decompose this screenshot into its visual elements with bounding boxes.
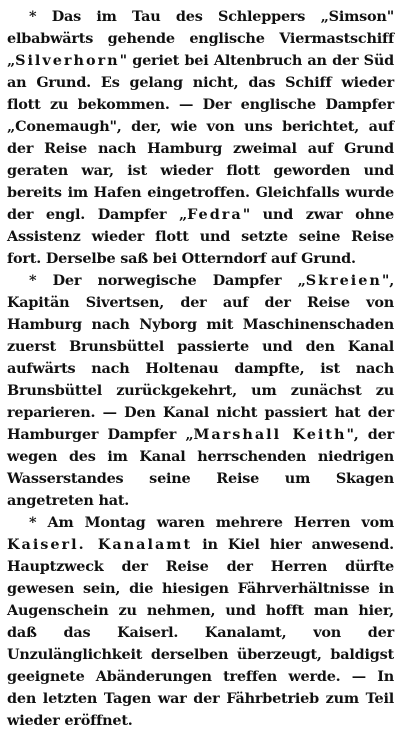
text-segment: * Der norwegische Dampfer „ [29, 272, 306, 289]
spaced-name: Marshall Keith [193, 426, 347, 443]
text-segment: " geriet bei Altenbruch an der Süd an Grund. Es gelang nicht, das Schiff wieder flott zu bekommen. — Der englische Dampfer „Conemaugh", der, wie von uns berichtet, auf der Reise nach Hamburg zweimal auf Grund geraten war, ist wieder flott geworden und bereits im Hafen eingetroffen. Gleichfalls wurde der engl. Dampfer „ [7, 52, 394, 223]
text-segment: in Kiel hier anwesend. Hauptzweck der Reise der Herren dürfte gewesen sein, die hiesigen Fährverhältnisse in Augenschein zu nehmen, und hofft man hier, daß das Kaiserl. Kanalamt, von der Unzulänglichkeit derselben überzeugt, baldigst geeignete Abänderungen treffen werde. — In den letzten Tagen war der Fährbetrieb zum Teil wieder eröffnet. [7, 536, 394, 729]
article-body [7, 6, 394, 732]
news-paragraph [7, 270, 394, 512]
text-segment: ", Kapitän Sivertsen, der auf der Reise von Hamburg nach Nyborg mit Maschinenschaden zuerst Brunsbüttel passierte und den Kanal aufwärts nach Holtenau dampfte, ist nach Brunsbüttel zurückgekehrt, um zunächst zu reparieren. — Den Kanal nicht passiert hat der Hamburger Dampfer „ [7, 272, 394, 443]
news-paragraph [7, 512, 394, 732]
text-segment: * Am Montag waren mehrere Herren vom [29, 514, 394, 531]
spaced-name: Fedra [187, 206, 243, 223]
news-paragraph [7, 6, 394, 270]
text-segment: * Das im Tau des Schleppers „Simson" elbabwärts gehende englische Viermastschiff „ [7, 8, 394, 69]
spaced-name: Silverhorn [15, 52, 120, 69]
spaced-name: Kaiserl. Kanalamt [7, 536, 193, 553]
spaced-name: Skreien [305, 272, 382, 289]
text-segment: " und zwar ohne Assistenz wieder flott und setzte seine Reise fort. Derselbe saß bei Otterndorf auf Grund. [7, 206, 394, 267]
text-segment: ", der wegen des im Kanal herrschenden niedrigen Wasserstandes seine Reise um Skagen angetreten hat. [7, 426, 395, 509]
